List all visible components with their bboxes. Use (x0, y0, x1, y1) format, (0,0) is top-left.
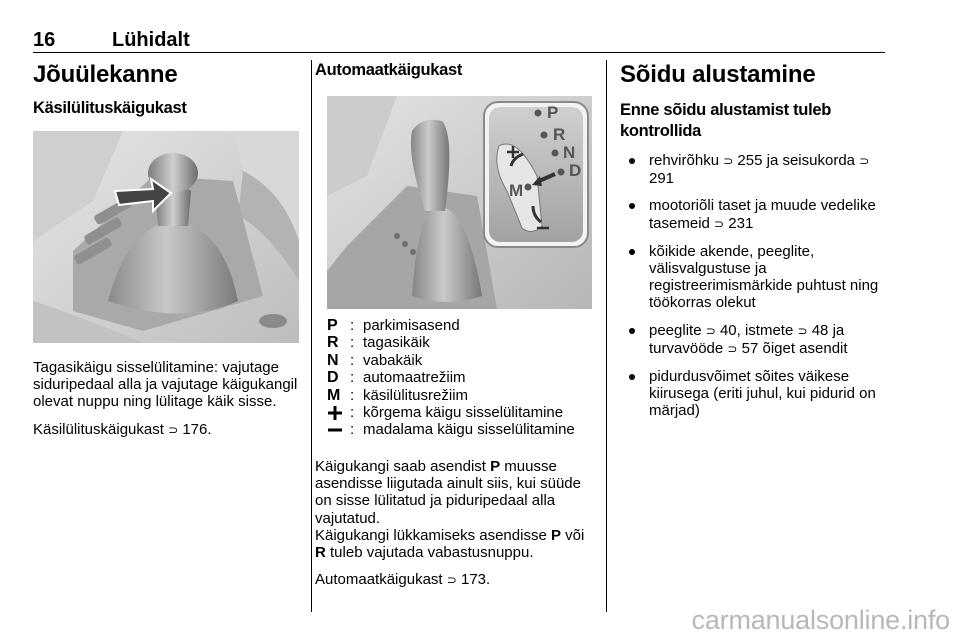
automatic-gearbox-reference: Automaatkäigukast ⊃ 173. (315, 571, 491, 589)
column-3 (620, 60, 885, 430)
legend-row-plus: : kõrgema käigu sisselülitamine (327, 404, 593, 421)
release-button-paragraph: Käigukangi lükkamiseks asendisse P või R tuleb vajutada vabastusnuppu. (315, 526, 585, 562)
manual-gearshift-illustration (33, 131, 299, 343)
page-ref-arrow-icon: ⊃ (168, 422, 179, 437)
list-item: rehvirõhku ⊃ 255 ja seisukorda ⊃ 291 (620, 152, 885, 187)
manual-gearshift-drawing (33, 131, 299, 343)
column-1 (33, 60, 299, 119)
legend-row-p: P : parkimisasend (327, 317, 460, 334)
column-divider-1 (311, 60, 312, 612)
image-label-d: D (569, 161, 582, 180)
section-title-starting: Sõidu alustamine (620, 61, 816, 88)
section-title-transmission: Jõuülekanne (33, 61, 178, 88)
bullet-icon (629, 203, 635, 209)
legend-row-minus: : madalama käigu sisselülitamine (327, 421, 593, 438)
image-label-n: N (563, 143, 576, 162)
reverse-gear-caption: Tagasikäigu sisselülitamine: vajutage siduripedaal alla ja vajutage käigukangil olevat nuppu ning lülitage käik sisse. (33, 359, 298, 411)
list-item: mootoriõli taset ja muude vedelike tasemeid ⊃ 231 (620, 197, 885, 232)
bullet-icon (629, 374, 635, 380)
image-label-p: P (547, 103, 559, 122)
page-ref-arrow-icon: ⊃ (705, 323, 716, 338)
page-ref-arrow-icon: ⊃ (723, 154, 734, 168)
page-ref-arrow-icon: ⊃ (714, 216, 725, 231)
image-label-m: M (509, 181, 524, 200)
page-ref-arrow-icon: ⊃ (446, 573, 457, 588)
column-divider-2 (606, 60, 607, 612)
automatic-gearshift-illustration (327, 96, 592, 309)
page-ref-link[interactable]: 173. (460, 571, 491, 589)
automatic-gearbox-text (315, 458, 597, 589)
shift-from-p-paragraph: Käigukangi saab asendist P muusse asendisse liigutada ainult siis, kui süüde on sisse lülitatud ja piduripedaal alla vajutatud. (315, 458, 581, 527)
watermark: carmanualsonline.info (691, 605, 950, 635)
bullet-icon (629, 328, 635, 334)
bullet-icon (629, 158, 635, 164)
manual-gearbox-reference: Käsilülituskäigukast ⊃ 176. (33, 420, 212, 438)
minus-icon (327, 421, 350, 438)
running-head: Lühidalt (112, 29, 190, 51)
page-ref-arrow-icon: ⊃ (859, 154, 870, 168)
manual-gearbox-text (33, 359, 301, 439)
page-ref-link[interactable]: 176. (182, 420, 212, 438)
subsection-title-checks: Enne sõidu alustamist tuleb kontrollida (620, 101, 832, 140)
legend-row-r: R : tagasikäik (327, 334, 430, 352)
legend-row-d: D : automaatrežiim (327, 369, 466, 387)
list-item: kõikide akende, peeglite, välisvalgustuse ja registreerimismärkide puhtust ning töökorras olekut (620, 243, 885, 312)
legend-row-m: M : käsilülitusrežiim (327, 386, 469, 404)
page-ref-arrow-icon: ⊃ (797, 323, 808, 338)
subsection-title-automatic: Automaatkäigukast (315, 61, 463, 79)
page-number: 16 (33, 29, 56, 51)
plus-icon (327, 404, 350, 421)
checklist (620, 152, 885, 420)
bullet-icon (629, 249, 635, 255)
gear-legend (327, 317, 593, 439)
image-label-r: R (553, 125, 566, 144)
legend-row-n: N : vabakäik (327, 351, 423, 369)
automatic-gearshift-drawing (327, 96, 592, 309)
page-header (33, 27, 885, 53)
page-ref-arrow-icon: ⊃ (727, 341, 738, 356)
subsection-title-manual: Käsilülituskäigukast (33, 99, 187, 117)
list-item: pidurdusvõimet sõites väikese kiirusega (eriti juhul, kui pidurid on märjad) (620, 368, 885, 420)
column-2 (315, 60, 593, 81)
list-item: peeglite ⊃ 40, istmete ⊃ 48 ja turvavööde ⊃ 57 õiget asendit (620, 322, 885, 358)
